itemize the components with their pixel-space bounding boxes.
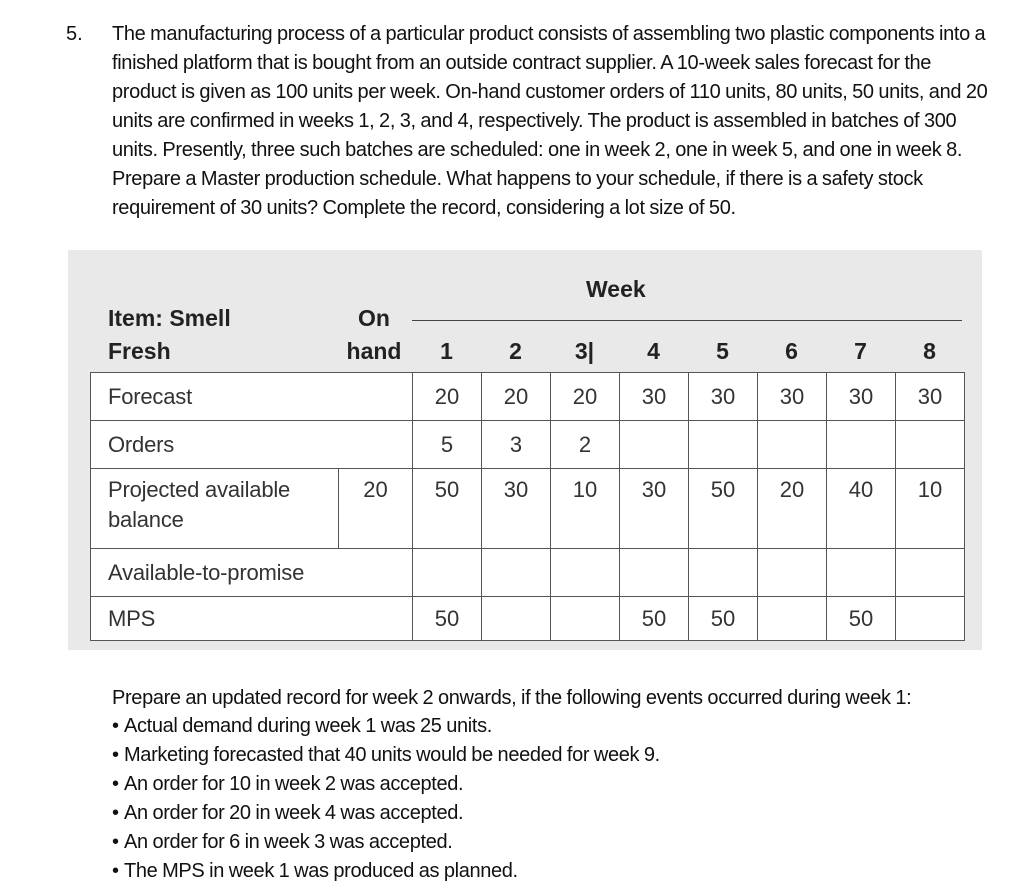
projected-balance-week-3: 10: [551, 469, 620, 549]
mps-week-6: [758, 597, 827, 641]
orders-week-4: [620, 421, 689, 469]
atp-week-3: [551, 549, 620, 597]
item-label-line2: Fresh: [108, 338, 171, 364]
mps-week-8: [896, 597, 965, 641]
mps-week-4: 50: [620, 597, 689, 641]
forecast-week-6: 30: [758, 373, 827, 421]
projected-balance-week-1: 50: [413, 469, 482, 549]
atp-week-8: [896, 549, 965, 597]
event-text: Actual demand during week 1 was 25 units.: [124, 715, 492, 737]
atp-week-5: [689, 549, 758, 597]
mps-week-5: 50: [689, 597, 758, 641]
mps-week-7: 50: [827, 597, 896, 641]
item-label: [108, 302, 231, 368]
followup-intro: Prepare an updated record for week 2 onwards, if the following events occurred during week 1:: [112, 687, 912, 709]
row-label-available-to-promise: Available-to-promise: [91, 549, 413, 597]
table-row-forecast: [91, 373, 965, 421]
list-item: [112, 828, 660, 857]
list-item: [112, 799, 660, 828]
forecast-week-1: 20: [413, 373, 482, 421]
orders-week-5: [689, 421, 758, 469]
event-text: An order for 20 in week 4 was accepted.: [124, 802, 464, 824]
orders-week-7: [827, 421, 896, 469]
table-row-mps: [91, 597, 965, 641]
atp-week-1: [413, 549, 482, 597]
projected-balance-week-2: 30: [482, 469, 551, 549]
table-row-orders: [91, 421, 965, 469]
week-column-header-6: 6: [785, 338, 798, 364]
bullet: •: [112, 744, 119, 766]
bullet: •: [112, 860, 119, 882]
projected-balance-week-7: 40: [827, 469, 896, 549]
week-column-header-1: 1: [440, 338, 453, 364]
projected-balance-week-8: 10: [896, 469, 965, 549]
forecast-week-5: 30: [689, 373, 758, 421]
orders-week-1: 5: [413, 421, 482, 469]
mps-week-3: [551, 597, 620, 641]
events-list: [112, 712, 660, 886]
atp-week-2: [482, 549, 551, 597]
week-column-header-5: 5: [716, 338, 729, 364]
bullet: •: [112, 802, 119, 824]
list-item: [112, 857, 660, 886]
orders-week-3: 2: [551, 421, 620, 469]
mps-record-table: [90, 372, 965, 641]
week-column-header-2: 2: [509, 338, 522, 364]
table-row-projected-available-balance: [91, 469, 965, 549]
forecast-week-2: 20: [482, 373, 551, 421]
week-heading-rule: [412, 320, 962, 321]
event-text: Marketing forecasted that 40 units would be needed for week 9.: [124, 744, 660, 766]
atp-week-7: [827, 549, 896, 597]
projected-balance-week-5: 50: [689, 469, 758, 549]
list-item: [112, 712, 660, 741]
forecast-week-4: 30: [620, 373, 689, 421]
week-column-header-8: 8: [923, 338, 936, 364]
bullet: •: [112, 831, 119, 853]
orders-week-2: 3: [482, 421, 551, 469]
forecast-week-8: 30: [896, 373, 965, 421]
atp-week-6: [758, 549, 827, 597]
forecast-week-3: 20: [551, 373, 620, 421]
event-text: The MPS in week 1 was produced as planned.: [124, 860, 518, 882]
event-text: An order for 6 in week 3 was accepted.: [124, 831, 453, 853]
projected-balance-week-6: 20: [758, 469, 827, 549]
week-column-header-7: 7: [854, 338, 867, 364]
week-column-header-4: 4: [647, 338, 660, 364]
mps-week-2: [482, 597, 551, 641]
week-heading: Week: [586, 276, 646, 302]
row-label-mps: MPS: [91, 597, 413, 641]
item-label-line1: Item: Smell: [108, 305, 231, 331]
bullet: •: [112, 715, 119, 737]
list-item: [112, 741, 660, 770]
list-item: [112, 770, 660, 799]
on-hand-header-line2: hand: [346, 338, 402, 364]
orders-week-6: [758, 421, 827, 469]
problem-statement: The manufacturing process of a particular product consists of assembling two plastic components into a finished platform that is bought from an outside contract supplier. A 10-week sales forecast for the product is given as 100 units per week. On-hand customer orders of 110 units, 80 units, 50 units, and 20 units are confirmed in weeks 1, 2, 3, and 4, respectively. The product is assembled in batches of 300 units. Presently, three such batches are scheduled: one in week 2, one in week 5, and one in week 8. Prepare a Master production schedule. What happens to your schedule, if there is a safety stock requirement of 30 units? Complete the record, considering a lot size of 50.: [112, 23, 988, 219]
atp-week-4: [620, 549, 689, 597]
mps-week-1: 50: [413, 597, 482, 641]
projected-balance-on-hand: 20: [339, 469, 413, 549]
row-label-orders: Orders: [91, 421, 413, 469]
on-hand-header: [340, 302, 408, 368]
event-text: An order for 10 in week 2 was accepted.: [124, 773, 464, 795]
on-hand-header-line1: On: [358, 305, 390, 331]
projected-balance-week-4: 30: [620, 469, 689, 549]
bullet: •: [112, 773, 119, 795]
orders-week-8: [896, 421, 965, 469]
week-column-header-3: 3|: [574, 338, 595, 364]
row-label-forecast: Forecast: [91, 373, 413, 421]
table-row-available-to-promise: [91, 549, 965, 597]
row-label-projected-available-balance: Projected available balance: [91, 469, 339, 549]
forecast-week-7: 30: [827, 373, 896, 421]
question-number: 5.: [66, 23, 83, 45]
